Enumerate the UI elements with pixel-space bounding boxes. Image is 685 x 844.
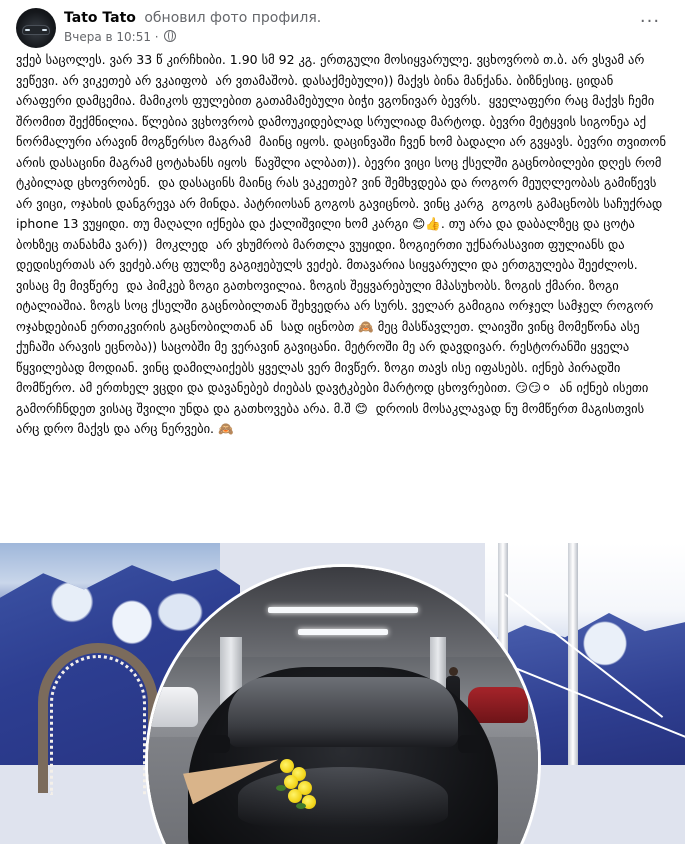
rose xyxy=(288,789,302,803)
post-header xyxy=(16,8,676,48)
avatar-car-headlight-right xyxy=(42,29,47,31)
background-red-car xyxy=(468,687,528,723)
leaf xyxy=(296,803,306,809)
profile-photo-image[interactable] xyxy=(0,543,685,844)
background-white-car xyxy=(148,687,198,727)
leaf xyxy=(276,785,286,791)
author-line xyxy=(64,9,321,27)
car-windshield xyxy=(228,677,458,747)
yellow-rose-bouquet xyxy=(188,755,318,815)
post-body-text: ვქებ საცოლეს. ვარ 33 წ კირჩხიბი. 1.90 სმ 92 კგ. ერთგული მოსიყვარულე. ვცხოვრობ თ.ბ. არ ვსვამ არ ვეწევი. არ ვიკეთებ არ ვკაიფობ არ ვთამაშობ. დასაქმებული)) მაქვს ბინა მანქანა. ბიზნესიც. ციდან არაფერი დამცემია. მამიკოს ფულებით გათამამებული ბიჭი ვგონივარ ბევრს. ყველაფერი რაც მაქვს ჩემი შრომით შექმნილია. წლებია ვცხოვრობ დამოუკიდებლად სრულიად მარტოდ. ბევრი მეტყვის სიგონეა აქ ნორმალური არავინ მოგწერსო მაგრამ მაინც იყოს. დაცინვაში ჩვენ ხომ ბადალი არ გვყავს. ბევრი თვითონ არის დასაცინი მაგრამ ცოტახანს იყოს წავშლი ალბათ)). ბევრი ვიცი სოც ქსელში გაცნობილები დღეს რომ ტკბილად ცხოვრობენ. და დასაცინს მაინც რას ვაკეთებ? ვინ შემხვდება და როგორ მეუღლეობას გამიწევს არ ვიცი, ოჯახის დანგრევა არ მინდა. პატრიოსან გოგოს გავიცნობ. ვინც კარგ გოგოს გამაცნობს საჩუქრად iphone 13 ვუყიდი. თუ მაღალი იქნება და ქალიშვილი ხომ კარგი 😊👍. თუ არა და დაბალზეც და ცოტა ბოხზეც თანახმა ვარ)) მოკლედ არ ვხუმრობ მართლა ვუყიდი. ზოგიერთი უქნარასავით ფულიანს და დედისერთას არ ვეძებ.არც ფულზე გაგიჟებულს ვეძებ. მთავარია სიყვარული და ერთგულება შეეძლოს. ვისაც მე მივწერე და ჰიმკებ ზოგი გათხოვილია. ზოგის შეყვარებული მპასუხობს. ზოგის ქმარი. ზოგი იტალიაშია. ზოგს სოც ქსელში გაცნობილთან შეხვედრა არ სურს. ველარ გამიგია ორჯელ სამჯელ როგორ ოჯახდებიან ერთიკვირის გაცნობილთან ან სად იცნობთ 🙈 მეც მასწავლეთ. ლაივში ვინც მომეწონა ასე ქუჩაში არავის ეცნობა)) საცობში მე ვერავინ გავიცანი. მეტროში მე არ დავდივარ. რესტორანში ყველა წყვილებად მოდიან. ვინც დამილაიქებს ყველას ვერ მივწერ. ზოგი თავს ისე იფასებს. იქნებ პირადში მომწერო. ამ ერთხელ ვცდი და დავანებებ ძიებას დავტკბები მარტოდ ცხოვრებით. 😏😏⚪ ან იქნებ ისეთი გამორჩნდეთ ვისაც შვილი უნდა და გათხოვება არა. მ.შ 😊 დროის მოსაკლავად ნუ მომწერთ მაგისთვის არც დრო მაქვს და არც ნერვები. 🙈 xyxy=(16,52,670,436)
meta-separator: · xyxy=(154,30,159,44)
post-meta xyxy=(64,29,176,45)
post-action-text: обновил фото профиля. xyxy=(144,10,322,26)
decorative-arch-lights xyxy=(50,655,146,795)
circular-car-photo xyxy=(148,567,538,844)
ceiling-light xyxy=(298,629,388,635)
person-head xyxy=(449,667,458,676)
cable-car-pole xyxy=(568,543,578,765)
author-avatar[interactable] xyxy=(16,8,56,48)
author-name-link[interactable]: Tato Tato xyxy=(64,10,136,26)
ceiling-light xyxy=(268,607,418,613)
post-timestamp-link[interactable]: Вчера в 10:51 xyxy=(64,30,151,44)
globe-icon[interactable] xyxy=(164,30,176,42)
rose xyxy=(284,775,298,789)
car-mirror-left xyxy=(204,735,230,753)
post-more-options-button[interactable]: ··· xyxy=(639,11,661,32)
avatar-car-headlight-left xyxy=(25,29,30,31)
car-mirror-right xyxy=(458,735,484,753)
